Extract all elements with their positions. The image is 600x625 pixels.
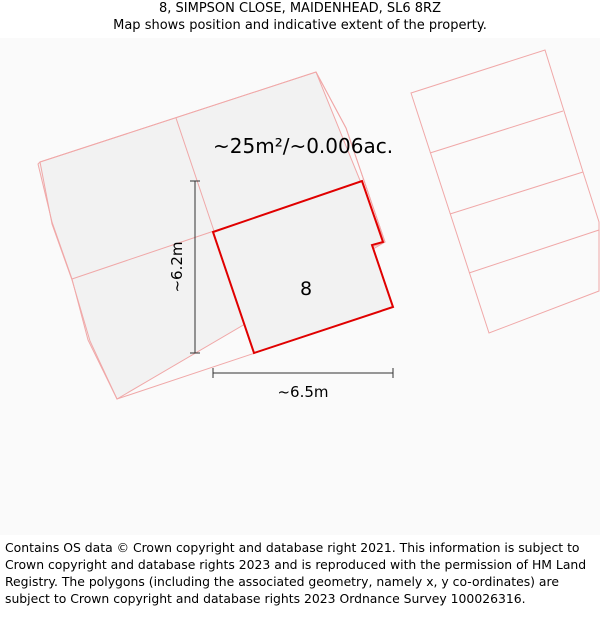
- area-label: ~25m²/~0.006ac.: [213, 134, 394, 158]
- map-subtitle: Map shows position and indicative extent of the property.: [113, 18, 487, 33]
- map-canvas[interactable]: [0, 38, 600, 535]
- building-divider: [430, 111, 563, 153]
- height-label: ~6.2m: [168, 241, 186, 293]
- building-divider: [469, 230, 599, 273]
- map-svg: [0, 38, 600, 535]
- building-block-right: [411, 50, 599, 333]
- copyright-notice: Contains OS data © Crown copyright and database right 2021. This information is subject to Crown copyright and database rights 2023 and is reproduced with the permission of HM Land Registry. The polygons (including the associated geometry, namely x, y co-ordinates) are subject to Crown copyright and database rights 2023 Ordnance Survey 100026316.: [5, 540, 587, 606]
- building-divider: [450, 172, 583, 214]
- plot-number-label: 8: [299, 278, 313, 300]
- property-address: 8, SIMPSON CLOSE, MAIDENHEAD, SL6 8RZ: [159, 1, 441, 16]
- width-label: ~6.5m: [277, 383, 329, 401]
- map-header: [0, 0, 600, 38]
